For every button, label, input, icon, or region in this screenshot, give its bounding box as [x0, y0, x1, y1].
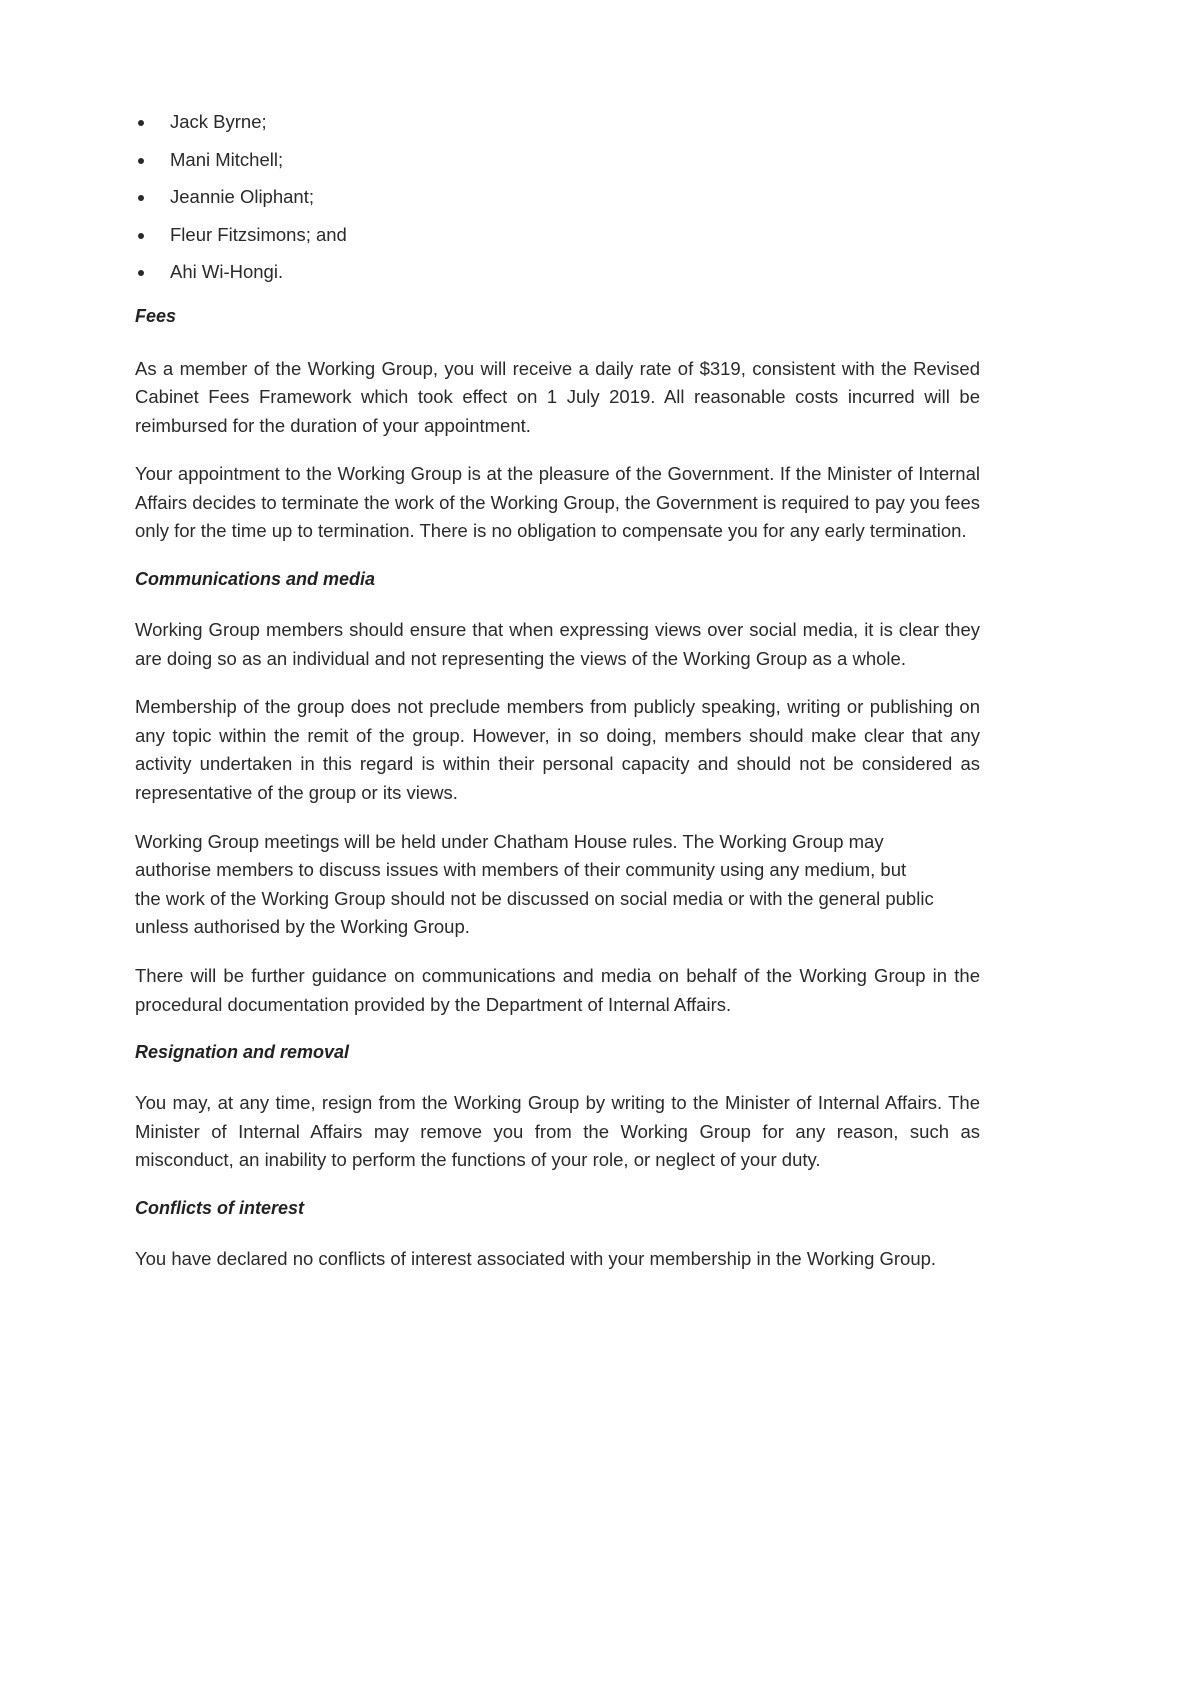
list-item: [135, 187, 980, 225]
communications-paragraph: There will be further guidance on communications and media on behalf of the Working Group in the procedural documentation provided by the Department of Internal Affairs.: [135, 965, 980, 1015]
member-name: Fleur Fitzsimons; and: [170, 223, 347, 245]
resignation-heading: Resignation and removal: [135, 1042, 350, 1063]
list-item: [135, 150, 980, 188]
resignation-paragraph: You may, at any time, resign from the Working Group by writing to the Minister of Internal Affairs. The Minister of Internal Affairs may remove you from the Working Group for any reason, such as misconduct, an inability to perform the functions of your role, or neglect of your duty.: [135, 1092, 980, 1171]
bullet-icon: [138, 270, 144, 276]
bullet-icon: [138, 233, 144, 239]
member-name: Mani Mitchell;: [170, 148, 284, 170]
fees-paragraph: As a member of the Working Group, you will receive a daily rate of $319, consistent with the Revised Cabinet Fees Framework which took effect on 1 July 2019. All reasonable costs incurred will be reimbursed for the duration of your appointment.: [135, 357, 980, 436]
document-page: [135, 112, 980, 1274]
list-item: [135, 225, 980, 263]
communications-paragraph: Working Group members should ensure that when expressing views over social media, it is clear they are doing so as an individual and not representing the views of the Working Group as a whole.: [135, 619, 980, 669]
communications-paragraph: Working Group meetings will be held under Chatham House rules. The Working Group may authorise members to discuss issues with members of their community using any medium, but the work of the Working Group should not be discussed on social media or with the general public unless authorised by the Working Group.: [135, 830, 934, 938]
member-name: Jeannie Oliphant;: [170, 186, 314, 207]
conflicts-paragraph: You have declared no conflicts of interest associated with your membership in the Working Group.: [135, 1247, 937, 1269]
list-item: [135, 262, 980, 300]
fees-heading: Fees: [135, 305, 177, 326]
communications-heading: Communications and media: [135, 569, 376, 590]
list-item: [135, 112, 980, 150]
member-name: Jack Byrne;: [170, 111, 267, 132]
bullet-icon: [138, 195, 144, 201]
bullet-icon: [138, 120, 144, 126]
fees-paragraph: Your appointment to the Working Group is at the pleasure of the Government. If the Minister of Internal Affairs decides to terminate the work of the Working Group, the Government is required to pay you fees only for the time up to termination. There is no obligation to compensate you for any early termination.: [135, 463, 980, 542]
bullet-icon: [138, 158, 144, 164]
member-name: Ahi Wi-Hongi.: [170, 261, 284, 282]
communications-paragraph: Membership of the group does not preclude members from publicly speaking, writing or publishing on any topic within the remit of the group. However, in so doing, members should make clear that any activity undertaken in this regard is within their personal capacity and should not be considered as representative of the group or its views.: [135, 696, 980, 804]
members-list: [135, 112, 980, 300]
conflicts-heading: Conflicts of interest: [135, 1197, 305, 1218]
